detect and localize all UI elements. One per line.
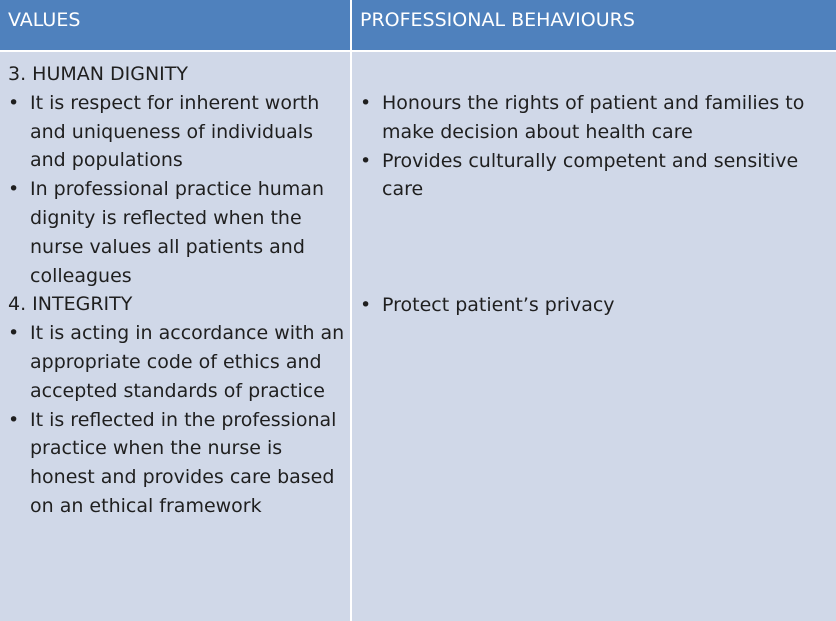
bullet-icon: •: [360, 92, 372, 114]
bullet-text: It is acting in accordance with an appropriate code of ethics and accepted standards of practice: [30, 322, 345, 402]
human-dignity-behaviours-list: [360, 89, 832, 204]
human-dignity-bullet-list: [8, 89, 350, 291]
behaviours-cell: [352, 50, 836, 621]
bullet-icon: •: [8, 91, 20, 114]
list-item: [8, 175, 350, 290]
bullet-icon: •: [8, 322, 20, 345]
bullet-text: It is respect for inherent worth and uniqueness of individuals and populations: [30, 91, 320, 172]
list-item: [8, 89, 350, 175]
spacer: [360, 204, 832, 290]
values-column-header: VALUES: [0, 0, 352, 50]
bullet-text: It is reflected in the professional practice when the nurse is honest and provides care based on an ethical framework: [30, 408, 337, 517]
bullet-text: Honours the rights of patient and families to make decision about health care: [382, 92, 805, 143]
value-heading-human-dignity: 3. HUMAN DIGNITY: [8, 63, 188, 85]
bullet-icon: •: [360, 293, 372, 316]
list-item: [360, 89, 832, 147]
bullet-icon: •: [360, 149, 372, 172]
list-item: [8, 319, 350, 405]
bullet-icon: •: [8, 178, 20, 201]
list-item: [8, 406, 350, 521]
integrity-behaviours-list: [360, 291, 832, 320]
bullet-text: Provides culturally competent and sensitive care: [382, 149, 799, 201]
list-item: [360, 147, 832, 205]
bullet-text: Protect patient’s privacy: [382, 293, 615, 316]
bullet-icon: •: [8, 408, 20, 431]
value-heading-integrity: 4. INTEGRITY: [8, 293, 133, 316]
list-item: [360, 291, 832, 320]
values-cell: [0, 50, 352, 621]
bullet-text: In professional practice human dignity is reflected when the nurse values all patients and colleagues: [30, 178, 324, 287]
integrity-bullet-list: [8, 319, 350, 521]
behaviours-column-header: PROFESSIONAL BEHAVIOURS: [352, 0, 836, 50]
